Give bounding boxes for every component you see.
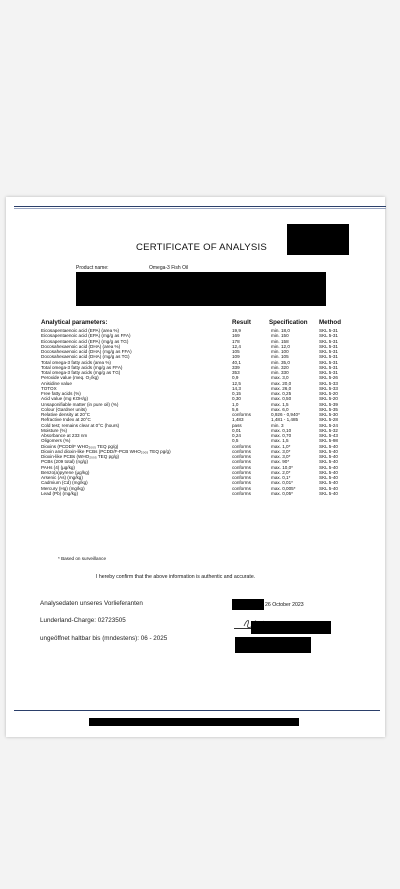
footnote: * Based on surveillance bbox=[58, 556, 107, 561]
result-cell: 0,24 bbox=[232, 433, 241, 438]
method-cell: SKL 5-31 bbox=[319, 328, 338, 333]
specification-cell: min. 100 bbox=[271, 349, 289, 354]
method-cell: SKL 5-31 bbox=[319, 343, 338, 349]
result-cell: 0,15 bbox=[232, 391, 241, 396]
column-header-specification: Specification bbox=[269, 319, 308, 326]
specification-cell: max. 0,01* bbox=[271, 480, 293, 486]
parameter-cell: Mercury (Hg) (mg/kg) bbox=[41, 485, 85, 491]
specification-cell: min. 330 bbox=[271, 370, 289, 375]
parameter-cell: Colour (Gardner units) bbox=[41, 406, 87, 412]
specification-cell: max. 2,0* bbox=[271, 469, 291, 475]
specification-cell: 0,926 - 0,940* bbox=[271, 412, 300, 417]
method-cell: SKL 5-40 bbox=[319, 454, 338, 459]
method-cell: SKL 5-30 bbox=[319, 412, 338, 417]
parameter-cell: Relative density at 20°C bbox=[41, 412, 91, 417]
analysis-table bbox=[41, 328, 361, 496]
result-cell: 0,30 bbox=[232, 396, 241, 402]
parameter-cell: Eicosapentaenoic acid (EPA) (mg/g as FFA) bbox=[41, 333, 131, 339]
result-cell: 1,483 bbox=[232, 417, 244, 423]
specification-cell: max. 0,25 bbox=[271, 391, 292, 396]
specification-cell: max. 0,005* bbox=[271, 485, 296, 491]
parameter-cell: Absorbance at 233 nm bbox=[41, 433, 88, 438]
specification-cell: min. 18,0 bbox=[271, 328, 290, 333]
specification-cell: max. 0,05* bbox=[271, 490, 293, 496]
method-cell: SKL 5-26 bbox=[319, 375, 338, 381]
specification-cell: max. 0,50 bbox=[271, 396, 292, 402]
method-cell: SKL 5-40 bbox=[319, 448, 338, 454]
column-header-result: Result bbox=[232, 319, 251, 326]
parameter-cell: Dioxins (PCDD/F WHO₂₀₀₅ TEQ pg/g) bbox=[41, 443, 119, 449]
method-cell: SKL 5-31 bbox=[319, 359, 338, 365]
result-cell: pass bbox=[232, 422, 242, 428]
result-cell: 0,01 bbox=[232, 427, 241, 433]
specification-cell: max. 0,70 bbox=[271, 433, 292, 438]
product-value: Omega-3 Fish Oil bbox=[149, 265, 189, 271]
specification-cell: max. 1,0* bbox=[271, 443, 291, 449]
parameter-cell: PCBs (209 total) (ng/g) bbox=[41, 459, 88, 465]
result-cell: 19,9 bbox=[232, 328, 241, 333]
signature-date: 26 October 2023 bbox=[265, 602, 304, 608]
method-cell: SKL 5-33 bbox=[319, 385, 338, 391]
result-cell: 12,5 bbox=[232, 380, 241, 386]
result-cell: 178 bbox=[232, 338, 240, 344]
method-cell: SKL 5-24 bbox=[319, 422, 338, 428]
parameter-cell: Benzo(a)pyrene (µg/kg) bbox=[41, 469, 90, 475]
method-cell: SKL 5-40 bbox=[319, 475, 338, 480]
specification-cell: min. 35,0 bbox=[271, 359, 290, 365]
method-cell: SKL 5-40 bbox=[319, 485, 338, 491]
parameter-cell: Refractive Index at 20°C bbox=[41, 417, 91, 423]
parameter-cell: Total omega-3 fatty acids (area %) bbox=[41, 359, 111, 365]
specification-cell: max. 1,5 bbox=[271, 401, 289, 407]
redacted-product-details bbox=[76, 272, 326, 306]
parameter-cell: Anisidine value bbox=[41, 380, 72, 386]
result-cell: 0,9 bbox=[232, 375, 239, 381]
result-cell: 109 bbox=[232, 354, 240, 360]
parameter-cell: Docosahexaenoic acid (DHA) (mg/g as FFA) bbox=[41, 349, 132, 354]
result-cell: 353 bbox=[232, 370, 240, 375]
specification-cell: 1,481 - 1,485 bbox=[271, 417, 299, 423]
parameter-cell: Total omega-3 fatty acids (mg/g as FFA) bbox=[41, 364, 123, 370]
result-cell: conforms bbox=[232, 412, 251, 417]
parameter-cell: Peroxide value (meq. O₂/kg) bbox=[41, 375, 99, 381]
method-cell: SKL 5-28 bbox=[319, 417, 338, 423]
header-rule bbox=[14, 206, 386, 207]
specification-cell: max. 26,0 bbox=[271, 385, 292, 391]
result-cell: conforms bbox=[232, 469, 251, 475]
redacted-signatory-name bbox=[251, 621, 331, 634]
handwritten-note-3: ungeöffnet haltbar bis (mndestens): 06 - 2025 bbox=[40, 635, 168, 642]
result-cell: 1,0 bbox=[232, 401, 239, 407]
parameter-cell: Arsenic (As) (mg/kg) bbox=[41, 475, 83, 480]
method-cell: SKL 5-39 bbox=[319, 401, 338, 407]
parameter-cell: Cold test; remains clear at 0°C (hours) bbox=[41, 422, 120, 428]
specification-cell: max. 90* bbox=[271, 459, 290, 465]
specification-cell: max. 20,0 bbox=[271, 380, 292, 386]
specification-cell: max. 6,0 bbox=[271, 406, 289, 412]
redacted-signatory-title bbox=[235, 637, 311, 653]
result-cell: 169 bbox=[232, 333, 240, 339]
parameter-cell: Docosahexaenoic acid (DHA) (mg/g as TG) bbox=[41, 354, 130, 360]
specification-cell: max. 0,10 bbox=[271, 427, 292, 433]
footer-rule bbox=[14, 710, 380, 711]
certificate-page bbox=[6, 197, 385, 737]
result-cell: conforms bbox=[232, 485, 251, 491]
specification-cell: max. 1,5 bbox=[271, 438, 289, 444]
parameter-cell: Cadmium (Cd) (mg/kg) bbox=[41, 480, 88, 486]
result-cell: conforms bbox=[232, 475, 251, 480]
result-cell: 40,1 bbox=[232, 359, 241, 365]
method-cell: SKL 5-32 bbox=[319, 427, 338, 433]
method-cell: SKL 5-43 bbox=[319, 433, 338, 438]
method-cell: SKL 5-20 bbox=[319, 396, 338, 402]
method-cell: SKL 5-31 bbox=[319, 364, 338, 370]
redacted-place bbox=[232, 599, 264, 610]
method-cell: SKL 5-31 bbox=[319, 349, 338, 354]
result-cell: conforms bbox=[232, 490, 251, 496]
method-cell: SKL 5-33 bbox=[319, 380, 338, 386]
redacted-footer bbox=[89, 718, 299, 726]
result-cell: 14,3 bbox=[232, 385, 241, 391]
result-cell: conforms bbox=[232, 448, 251, 454]
column-header-method: Method bbox=[319, 319, 341, 326]
result-cell: conforms bbox=[232, 454, 251, 459]
method-cell: SKL 5-31 bbox=[319, 338, 338, 344]
method-cell: SKL 5-20 bbox=[319, 391, 338, 396]
method-cell: SKL 5-40 bbox=[319, 490, 338, 496]
parameter-cell: Total omega-3 fatty acids (mg/g as TG) bbox=[41, 370, 121, 375]
parameter-cell: Lead (Pb) (mg/kg) bbox=[41, 490, 79, 496]
specification-cell: min. 12,0 bbox=[271, 343, 290, 349]
result-cell: 0,5 bbox=[232, 438, 239, 444]
specification-cell: max. 10,0* bbox=[271, 464, 293, 470]
method-cell: SKL 5-31 bbox=[319, 370, 338, 375]
result-cell: 105 bbox=[232, 349, 240, 354]
method-cell: SKL 5-40 bbox=[319, 469, 338, 475]
result-cell: conforms bbox=[232, 480, 251, 486]
result-cell: conforms bbox=[232, 464, 251, 470]
handwritten-note-2: Lunderland-Charge: 02723505 bbox=[40, 617, 126, 624]
method-cell: SKL 5-40 bbox=[319, 464, 338, 470]
result-cell: conforms bbox=[232, 459, 251, 465]
method-cell: SKL 5-31 bbox=[319, 354, 338, 360]
product-label: Product name: bbox=[76, 265, 109, 271]
result-cell: 5,6 bbox=[232, 406, 239, 412]
header-rule-secondary bbox=[14, 208, 386, 209]
section-title: Analytical parameters: bbox=[41, 319, 108, 326]
parameter-cell: Docosahexaenoic acid (DHA) (area %) bbox=[41, 343, 121, 349]
specification-cell: max. 3,0* bbox=[271, 448, 291, 454]
parameter-cell: TOTOX bbox=[41, 385, 57, 391]
parameter-cell: Acid value (mg KOH/g) bbox=[41, 396, 88, 402]
specification-cell: min. 3 bbox=[271, 422, 284, 428]
redacted-logo bbox=[287, 224, 349, 255]
parameter-cell: Oligomers (%) bbox=[41, 438, 71, 444]
parameter-cell: Unsaponifiable matter (in pure oil) (%) bbox=[41, 401, 119, 407]
document-title: CERTIFICATE OF ANALYSIS bbox=[136, 242, 267, 253]
parameter-cell: Eicosapentaenoic acid (EPA) (mg/g as TG) bbox=[41, 338, 129, 344]
parameter-cell: Free fatty acids (%) bbox=[41, 391, 81, 396]
specification-cell: min. 150 bbox=[271, 333, 289, 339]
result-cell: 339 bbox=[232, 364, 240, 370]
method-cell: SKL 5-40 bbox=[319, 480, 338, 486]
specification-cell: min. 158 bbox=[271, 338, 289, 344]
specification-cell: min. 105 bbox=[271, 354, 289, 360]
specification-cell: max. 3,0* bbox=[271, 454, 291, 459]
table-row bbox=[41, 491, 361, 496]
parameter-cell: Dioxin and dioxin-like PCBs (PCDD/F-PCB WHO₂₀₀₅ TEQ pg/g) bbox=[41, 448, 171, 454]
specification-cell: max. 3,0 bbox=[271, 375, 289, 381]
parameter-cell: Moisture (%) bbox=[41, 427, 68, 433]
parameter-cell: Dioxin-like PCBs (WHO₂₀₀₅ TEQ pg/g) bbox=[41, 454, 120, 459]
parameter-cell: Eicosapentaenoic acid (EPA) (area %) bbox=[41, 328, 120, 333]
method-cell: SKL 5-35 bbox=[319, 406, 338, 412]
specification-cell: max. 0,1* bbox=[271, 475, 291, 480]
confirmation-statement: I hereby confirm that the above information is authentic and accurate. bbox=[96, 574, 256, 580]
method-cell: SKL 5-40 bbox=[319, 443, 338, 449]
method-cell: SKL 5-98 bbox=[319, 438, 338, 444]
handwritten-note-1: Analysedaten unseres Vorlieferanten bbox=[40, 600, 143, 607]
parameter-cell: PAHs (4) (µg/kg) bbox=[41, 464, 75, 470]
method-cell: SKL 5-31 bbox=[319, 333, 338, 339]
method-cell: SKL 5-40 bbox=[319, 459, 338, 465]
result-cell: 12,4 bbox=[232, 343, 241, 349]
specification-cell: min. 320 bbox=[271, 364, 289, 370]
result-cell: conforms bbox=[232, 443, 251, 449]
